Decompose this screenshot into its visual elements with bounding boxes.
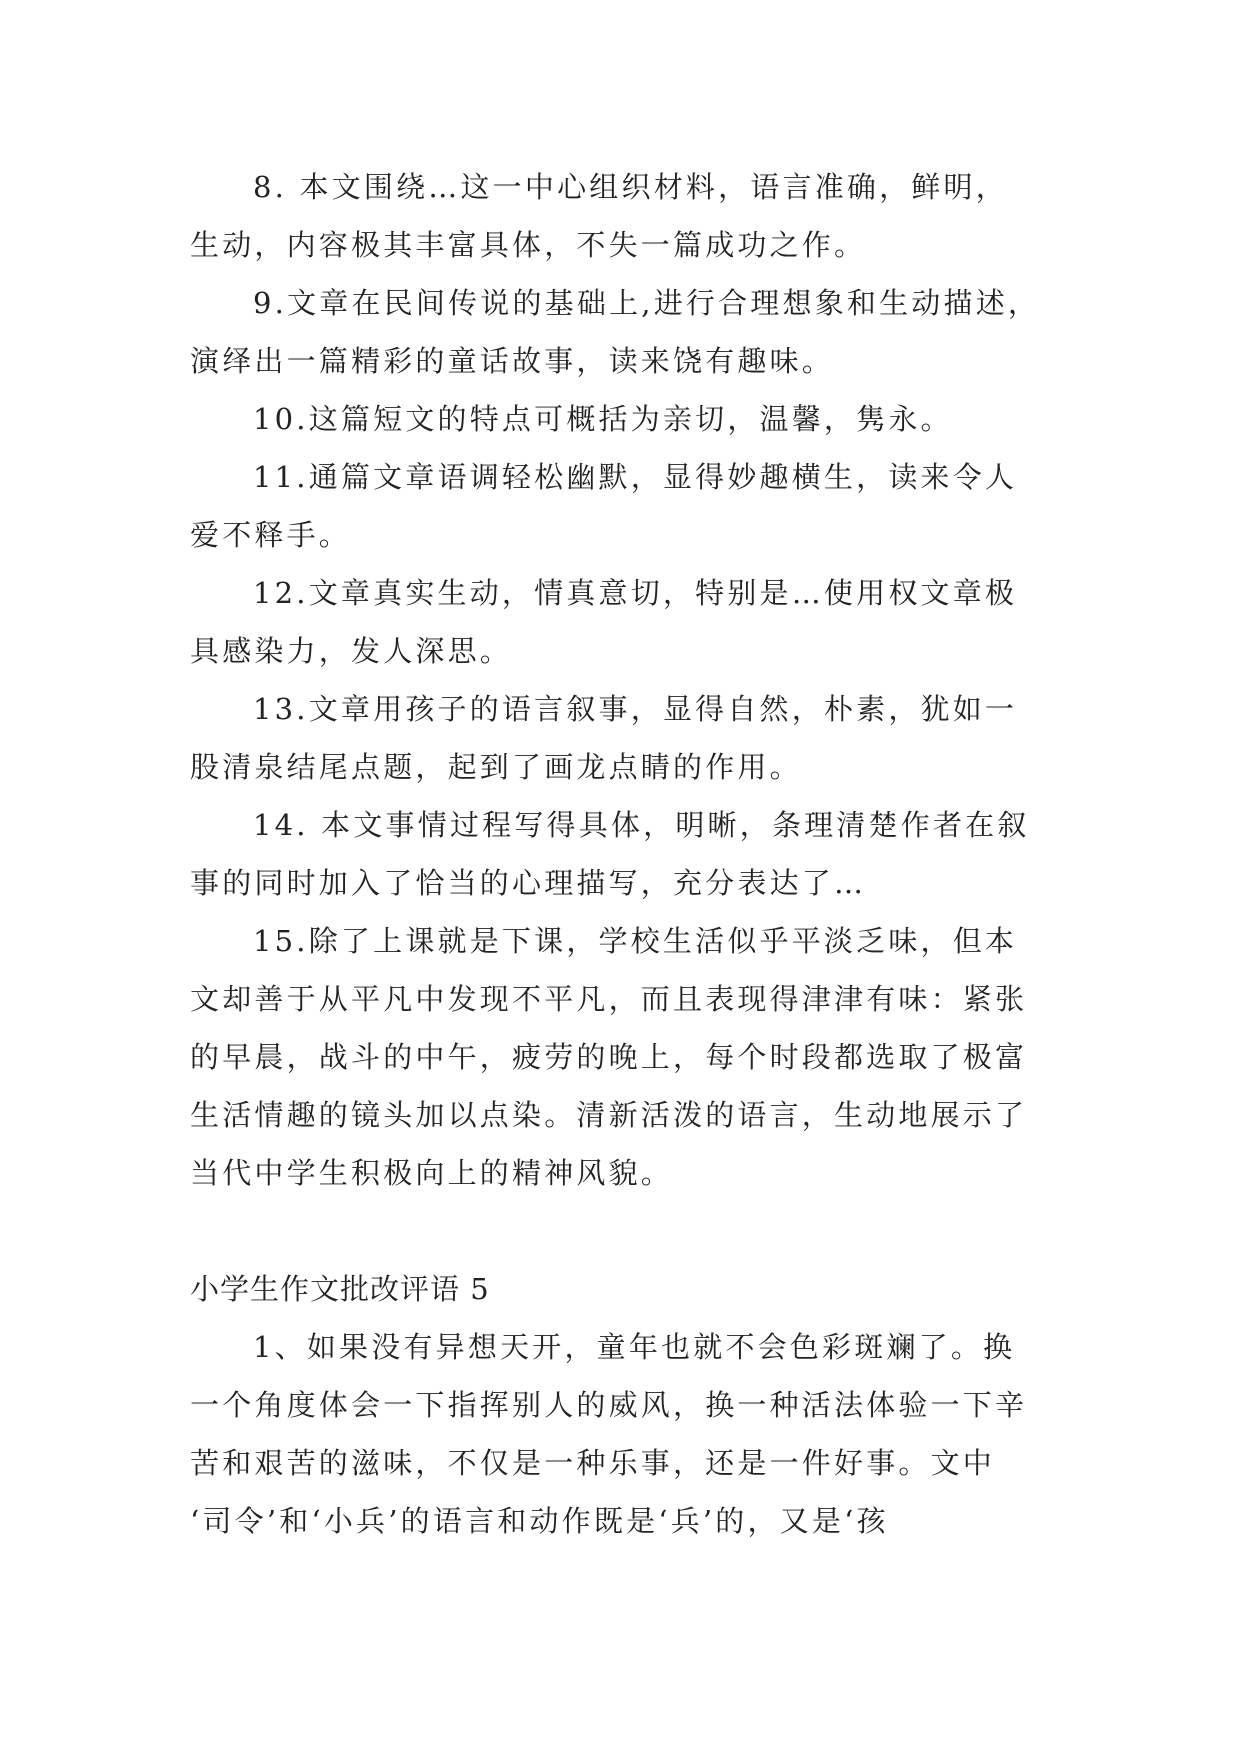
document-body — [190, 158, 1070, 1550]
paragraph-line: 股清泉结尾点题，起到了画龙点睛的作用。 — [190, 750, 802, 784]
paragraph-line: 演绎出一篇精彩的童话故事，读来饶有趣味。 — [190, 344, 835, 378]
section-title: 小学生作文批改评语 5 — [190, 1272, 490, 1306]
paragraph-line: 13.文章用孩子的语言叙事，显得自然，朴素，犹如一 — [253, 692, 1018, 726]
paragraph-line: 生动，内容极其丰富具体，不失一篇成功之作。 — [190, 228, 867, 262]
paragraph-line: 当代中学生积极向上的精神风貌。 — [190, 1156, 674, 1190]
paragraph-line: 苦和艰苦的滋味，不仅是一种乐事，还是一件好事。文中 — [190, 1446, 996, 1480]
paragraph-line: 12.文章真实生动，情真意切，特别是…使用权文章极 — [253, 576, 1018, 610]
paragraph-line: 15.除了上课就是下课，学校生活似乎平淡乏味，但本 — [253, 924, 1018, 958]
paragraph-line: 14. 本文事情过程写得具体，明晰，条理清楚作者在叙 — [253, 808, 1030, 842]
paragraph-line: 爱不释手。 — [190, 518, 352, 552]
paragraph-line: 10.这篇短文的特点可概括为亲切，温馨，隽永。 — [253, 402, 953, 436]
paragraph-line: 9.文章在民间传说的基础上,进行合理想象和生动描述， — [253, 286, 1041, 320]
paragraph-line: 的早晨，战斗的中午，疲劳的晚上，每个时段都选取了极富 — [190, 1040, 1028, 1074]
paragraph-line: 8. 本文围绕…这一中心组织材料，语言准确，鲜明， — [253, 170, 1008, 204]
paragraph-line: 文却善于从平凡中发现不平凡，而且表现得津津有味：紧张 — [190, 982, 1028, 1016]
paragraph-line: 具感染力，发人深思。 — [190, 634, 513, 668]
paragraph-line: 事的同时加入了恰当的心理描写，充分表达了… — [190, 866, 867, 900]
section-spacer — [190, 1202, 1070, 1260]
paragraph-line: 1、如果没有异想天开，童年也就不会色彩斑斓了。换 — [253, 1330, 1016, 1364]
paragraph-line: ‘司令’和‘小兵’的语言和动作既是‘兵’的，又是‘孩 — [190, 1504, 889, 1538]
paragraph-line: 一个角度体会一下指挥别人的威风，换一种活法体验一下辛 — [190, 1388, 1028, 1422]
paragraph-line: 11.通篇文章语调轻松幽默，显得妙趣横生，读来令人 — [253, 460, 1018, 494]
paragraph-line: 生活情趣的镜头加以点染。清新活泼的语言，生动地展示了 — [190, 1098, 1028, 1132]
